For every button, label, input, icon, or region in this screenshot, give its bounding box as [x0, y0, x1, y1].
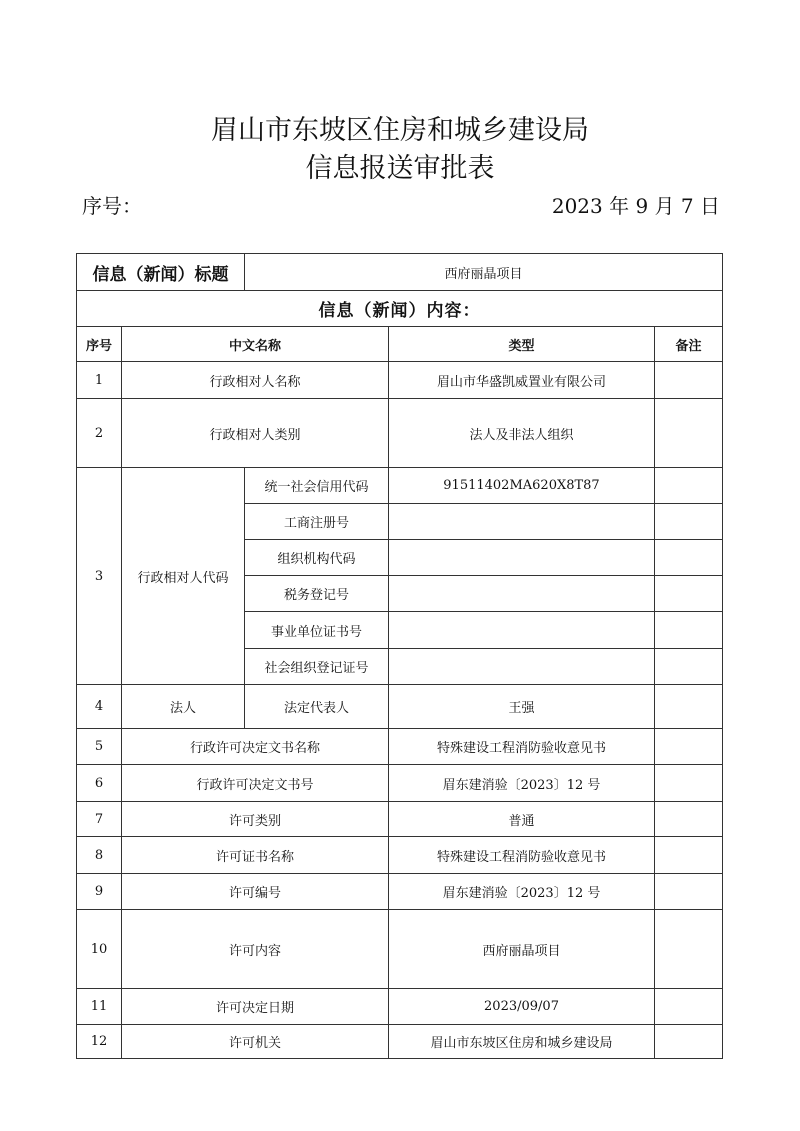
row-value: 西府丽晶项目 [389, 910, 655, 989]
row-note [655, 802, 723, 837]
table-row [77, 685, 723, 729]
row-value: 眉山市东坡区住房和城乡建设局 [389, 1025, 655, 1059]
row-name: 许可证书名称 [122, 837, 389, 874]
sub-name: 组织机构代码 [245, 540, 389, 576]
document-subtitle: 信息报送审批表 [305, 153, 495, 184]
row-value: 王强 [389, 685, 655, 729]
row-value: 普通 [389, 802, 655, 837]
table-row [77, 399, 723, 468]
header-type: 类型 [389, 327, 655, 362]
table-row [77, 729, 723, 765]
sequence-label: 序号： [82, 194, 142, 218]
row-name: 行政相对人代码 [122, 468, 245, 685]
sub-name: 法定代表人 [245, 685, 389, 729]
sub-value [389, 612, 655, 649]
header-name: 中文名称 [122, 327, 389, 362]
row-note [655, 685, 723, 729]
row-note [655, 576, 723, 612]
row-number: 10 [77, 910, 122, 989]
table-row [77, 837, 723, 874]
sub-name: 税务登记号 [245, 576, 389, 612]
row-value: 法人及非法人组织 [389, 399, 655, 468]
info-title-label: 信息（新闻）标题 [77, 254, 245, 291]
table-row [77, 468, 723, 504]
column-header-row [77, 327, 723, 362]
sub-name: 统一社会信用代码 [245, 468, 389, 504]
table-row [77, 910, 723, 989]
row-note [655, 362, 723, 399]
info-title-row [77, 254, 723, 291]
row-note [655, 874, 723, 910]
row-number: 6 [77, 765, 122, 802]
info-title-value: 西府丽晶项目 [245, 254, 723, 291]
row-number: 3 [77, 468, 122, 685]
sub-value [389, 649, 655, 685]
sub-name: 工商注册号 [245, 504, 389, 540]
sub-value [389, 540, 655, 576]
row-note [655, 612, 723, 649]
header-note: 备注 [655, 327, 723, 362]
row-number: 9 [77, 874, 122, 910]
row-number: 2 [77, 399, 122, 468]
row-number: 11 [77, 989, 122, 1025]
table-row [77, 874, 723, 910]
row-name: 行政相对人名称 [122, 362, 389, 399]
table-row [77, 765, 723, 802]
row-note [655, 399, 723, 468]
document-title: 眉山市东坡区住房和城乡建设局 [211, 115, 589, 146]
row-number: 5 [77, 729, 122, 765]
row-value: 特殊建设工程消防验收意见书 [389, 837, 655, 874]
row-name: 许可机关 [122, 1025, 389, 1059]
row-note [655, 468, 723, 504]
row-note [655, 504, 723, 540]
row-note [655, 729, 723, 765]
row-number: 8 [77, 837, 122, 874]
sub-value [389, 504, 655, 540]
row-name: 许可内容 [122, 910, 389, 989]
table-row [77, 1025, 723, 1059]
row-note [655, 1025, 723, 1059]
row-number: 12 [77, 1025, 122, 1059]
info-content-row [77, 291, 723, 327]
row-note [655, 837, 723, 874]
row-name: 行政相对人类别 [122, 399, 389, 468]
row-value: 2023/09/07 [389, 989, 655, 1025]
header-seq: 序号 [77, 327, 122, 362]
row-name: 法人 [122, 685, 245, 729]
row-note [655, 540, 723, 576]
table-row [77, 989, 723, 1025]
row-value: 眉东建消验〔2023〕12 号 [389, 765, 655, 802]
row-note [655, 910, 723, 989]
row-name: 行政许可决定文书名称 [122, 729, 389, 765]
sub-value: 91511402MA620X8T87 [389, 468, 655, 504]
row-number: 7 [77, 802, 122, 837]
sub-name: 事业单位证书号 [245, 612, 389, 649]
row-name: 行政许可决定文书号 [122, 765, 389, 802]
sub-name: 社会组织登记证号 [245, 649, 389, 685]
table-row [77, 362, 723, 399]
approval-table [76, 253, 723, 1059]
row-note [655, 765, 723, 802]
row-number: 4 [77, 685, 122, 729]
row-value: 眉山市华盛凯威置业有限公司 [389, 362, 655, 399]
sub-value [389, 576, 655, 612]
row-note [655, 989, 723, 1025]
row-number: 1 [77, 362, 122, 399]
document-date: 2023 年 9 月 7 日 [551, 194, 720, 218]
row-value: 眉东建消验〔2023〕12 号 [389, 874, 655, 910]
row-value: 特殊建设工程消防验收意见书 [389, 729, 655, 765]
row-name: 许可类别 [122, 802, 389, 837]
info-content-label: 信息（新闻）内容： [77, 291, 723, 327]
table-row [77, 802, 723, 837]
row-name: 许可编号 [122, 874, 389, 910]
row-name: 许可决定日期 [122, 989, 389, 1025]
row-note [655, 649, 723, 685]
